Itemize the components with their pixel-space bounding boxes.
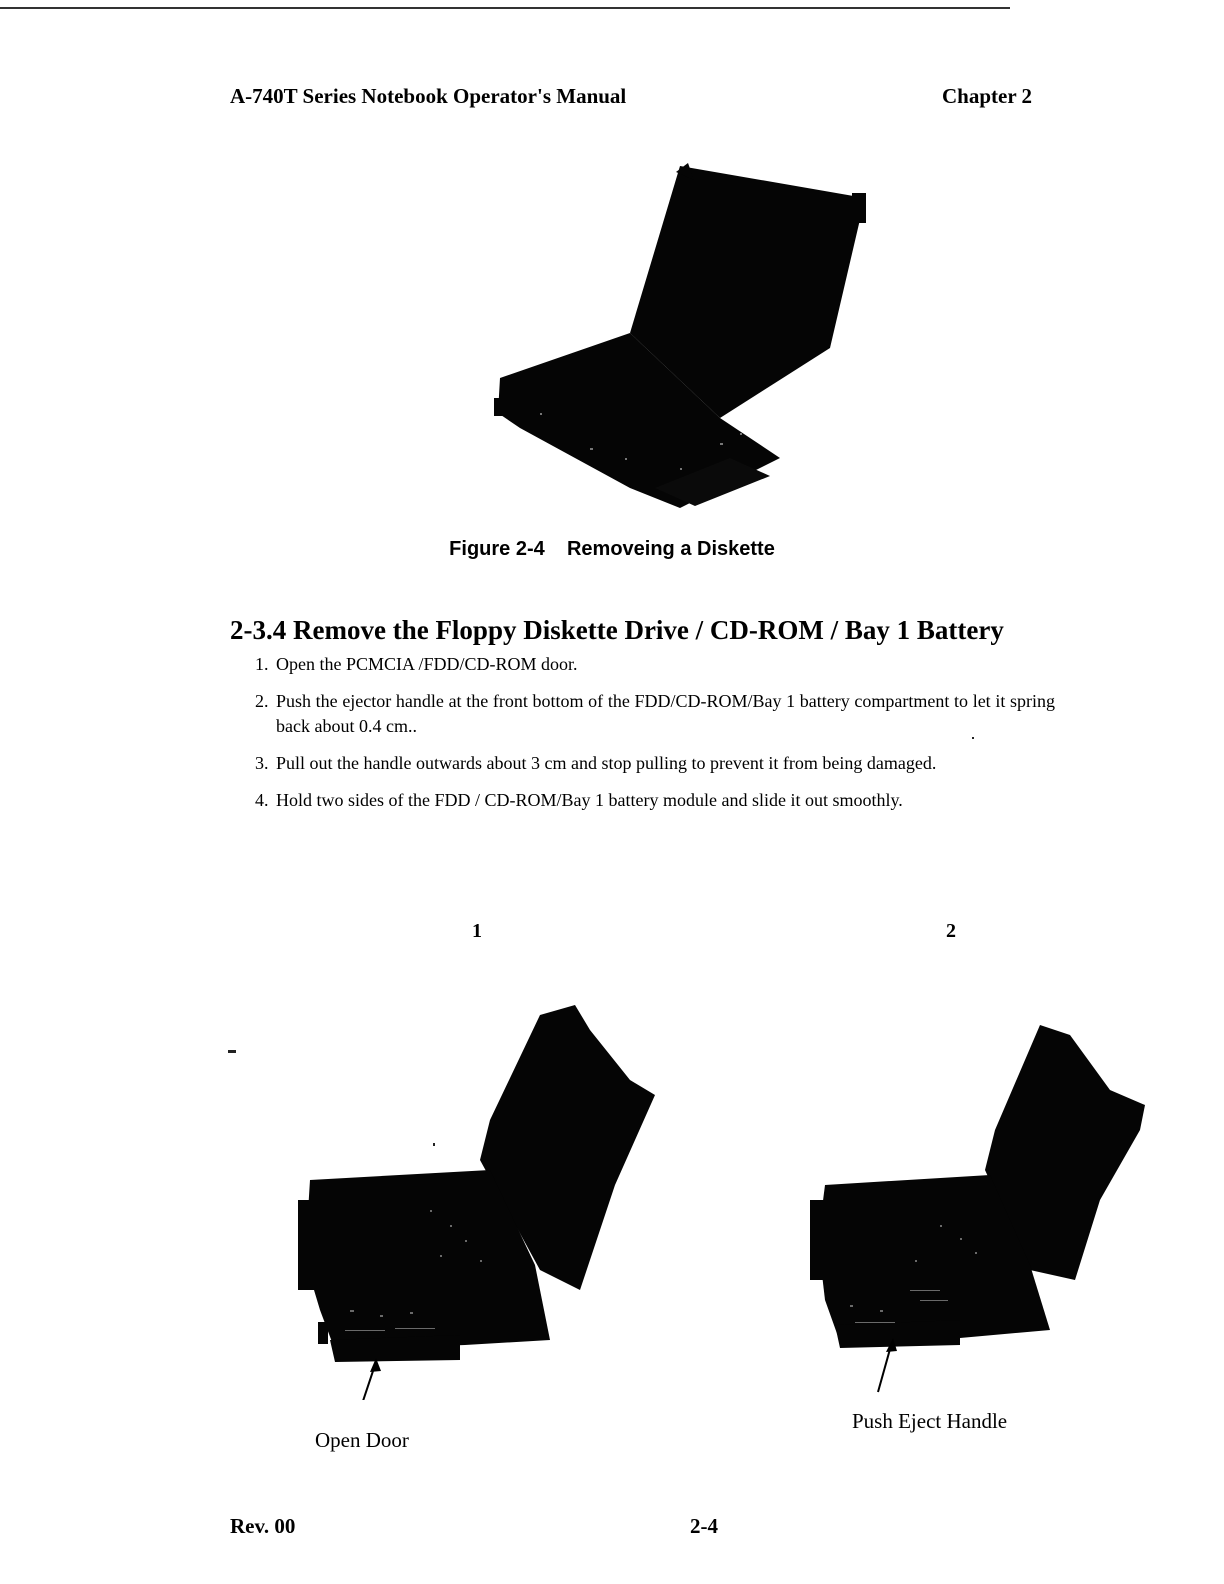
notebook-eject-handle-photo [800, 1020, 1160, 1400]
callout-push-eject-handle: Push Eject Handle [852, 1409, 1008, 1433]
figure-label-2: 2 [946, 920, 956, 942]
step-text: Pull out the handle outwards about 3 cm and stop pulling to prevent it from being damaged. [276, 753, 937, 773]
scan-speck [972, 737, 974, 739]
list-item [255, 751, 1055, 776]
step-number: 3. [255, 753, 269, 773]
callout-open-door: Open Door [315, 1428, 409, 1452]
list-item [255, 788, 1055, 813]
step-text: Open the PCMCIA /FDD/CD-ROM door. [276, 654, 578, 674]
top-rule [0, 7, 1010, 9]
figure-label-1: 1 [472, 920, 482, 942]
section-title: 2-3.4 Remove the Floppy Diskette Drive / CD-ROM / Bay 1 Battery [230, 615, 1004, 645]
list-item [255, 689, 1055, 739]
chapter-label: Chapter 2 [942, 84, 1033, 108]
steps-list [255, 652, 1055, 825]
figure-caption: Figure 2-4 Removeing a Diskette [449, 538, 775, 560]
step-number: 2. [255, 691, 269, 711]
step-text: Push the ejector handle at the front bottom of the FDD/CD-ROM/Bay 1 battery compartment to let it spring back about 0.4 cm.. [276, 691, 1055, 736]
scan-speck [228, 1050, 236, 1053]
step-number: 4. [255, 790, 269, 810]
notebook-diskette-photo [480, 158, 880, 518]
scan-speck [433, 1143, 435, 1146]
manual-title: A-740T Series Notebook Operator's Manual [230, 84, 627, 108]
revision-label: Rev. 00 [230, 1514, 296, 1538]
step-text: Hold two sides of the FDD / CD-ROM/Bay 1 battery module and slide it out smoothly. [276, 790, 903, 810]
page-number: 2-4 [690, 1514, 718, 1538]
list-item [255, 652, 1055, 677]
step-number: 1. [255, 654, 269, 674]
notebook-open-door-photo [290, 1000, 670, 1400]
